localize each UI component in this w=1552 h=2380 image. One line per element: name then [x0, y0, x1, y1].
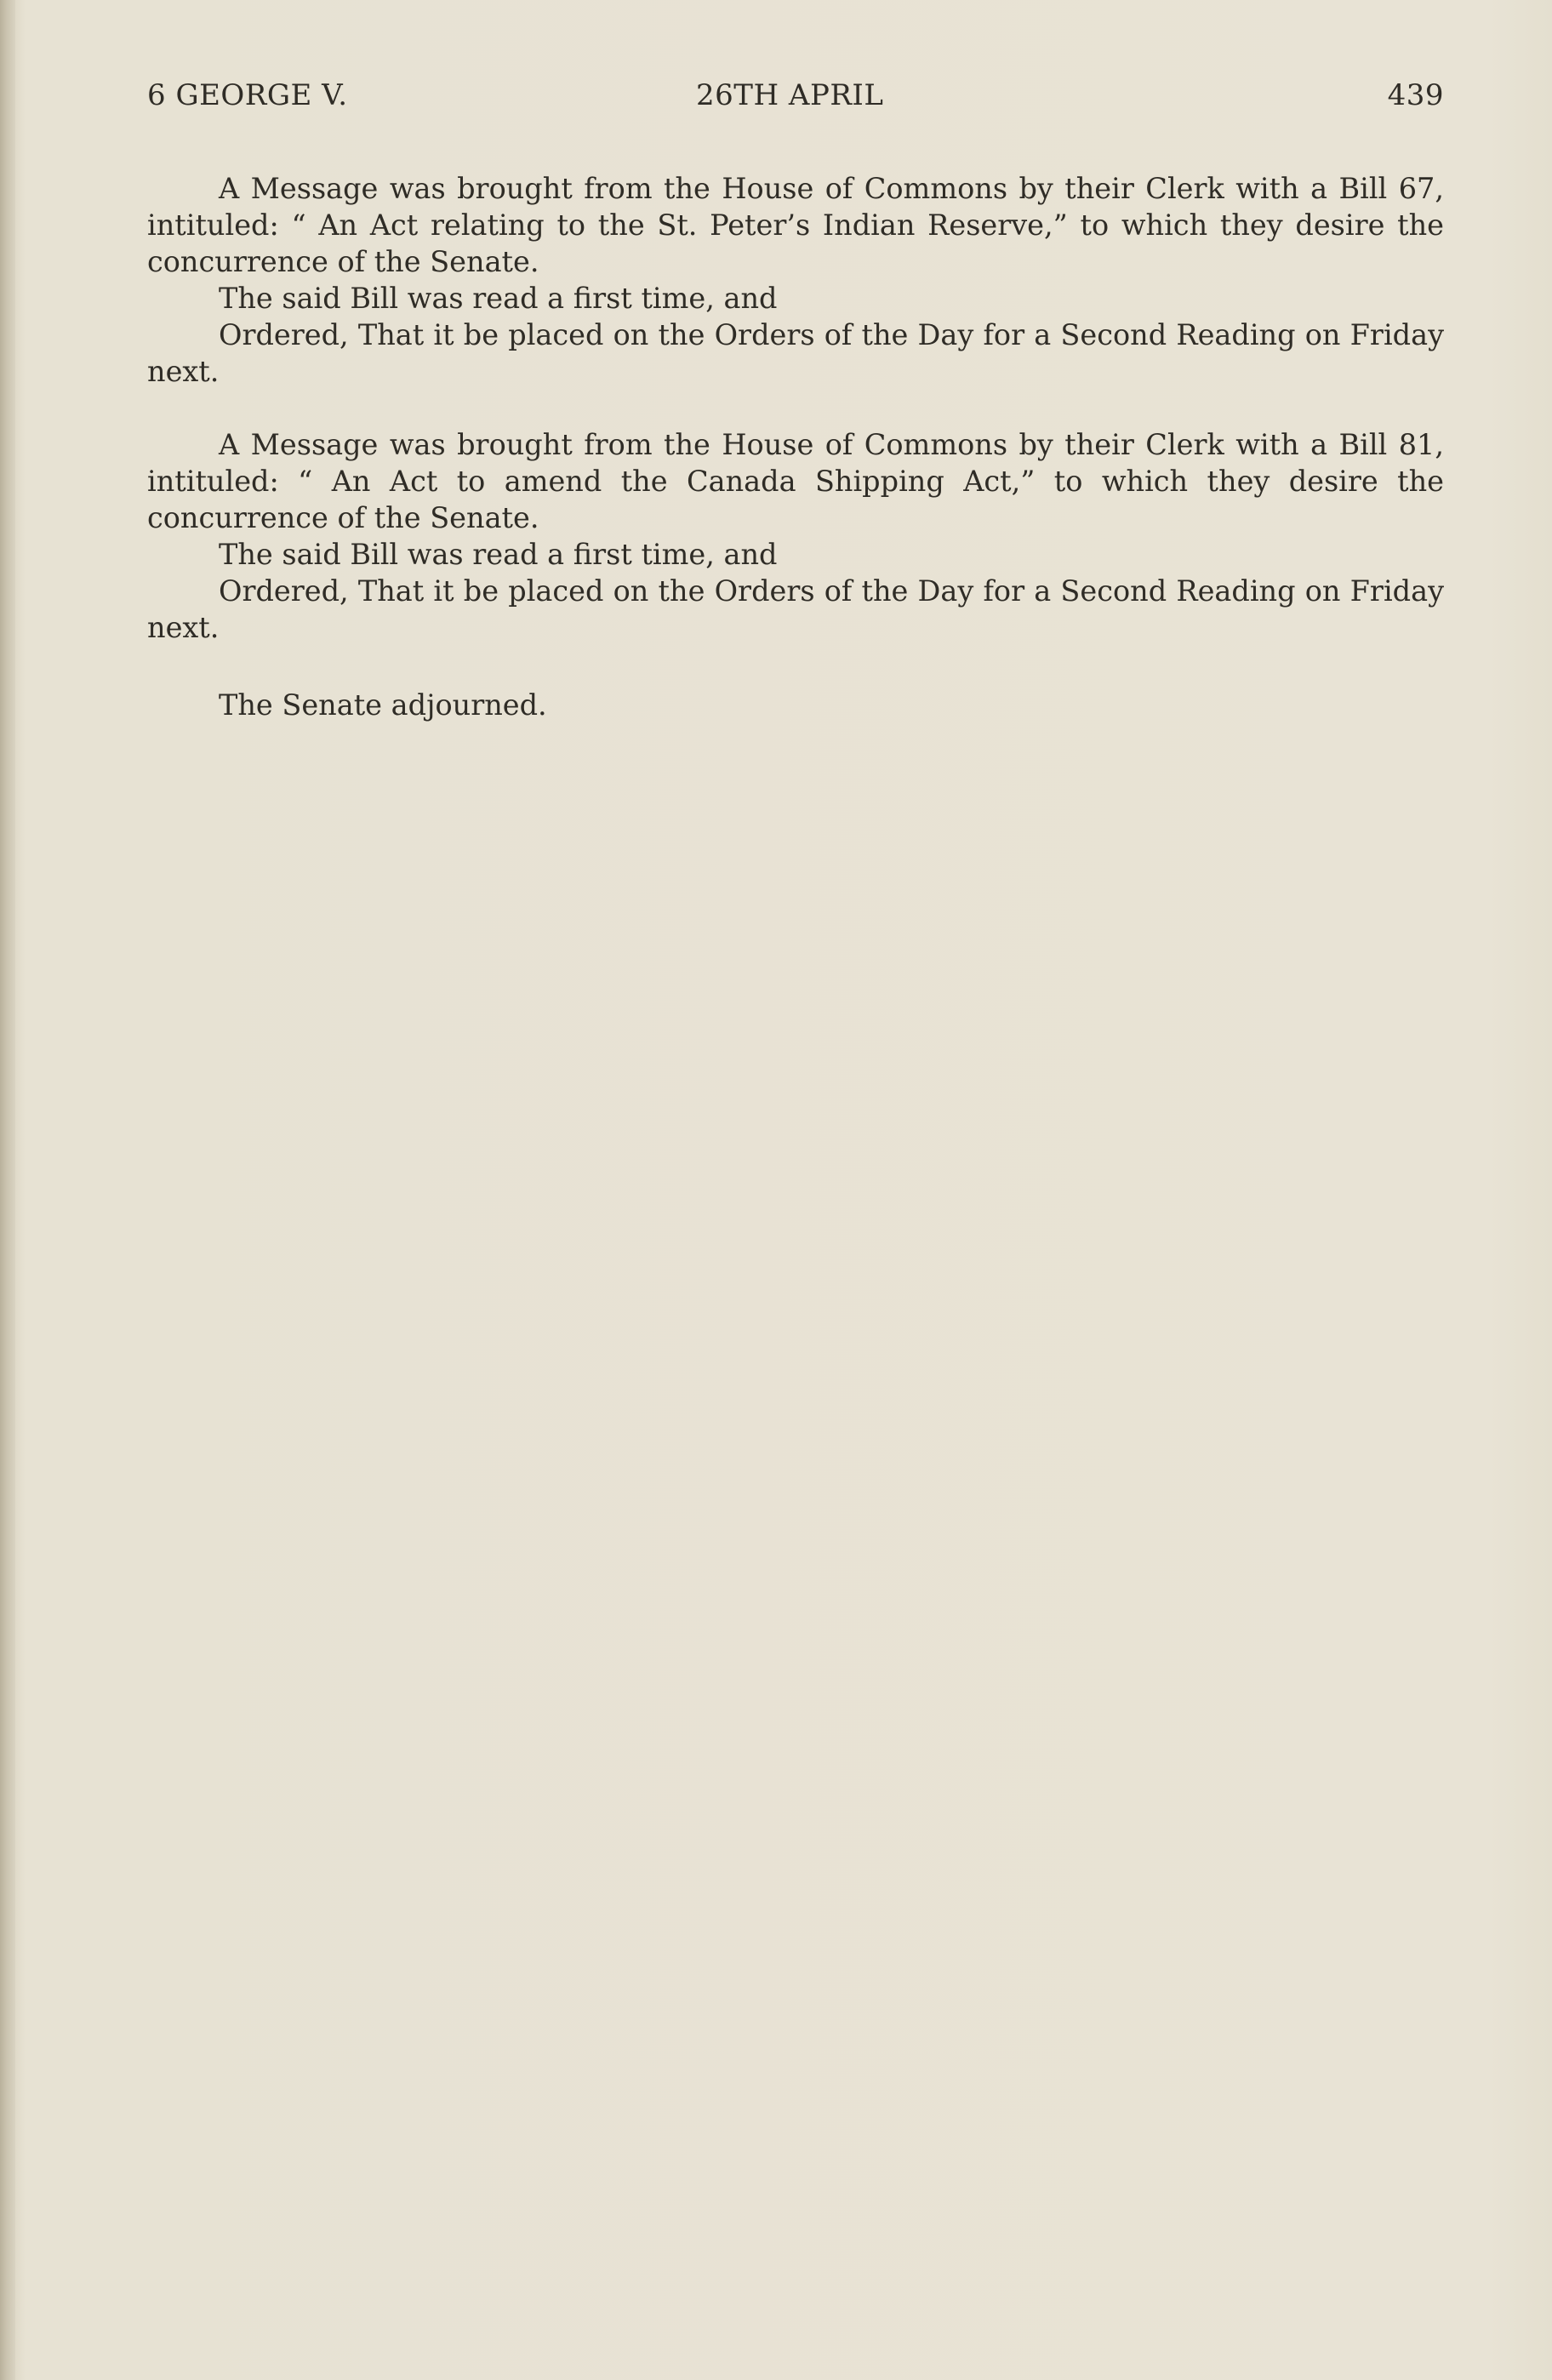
ordered-paragraph: Ordered, That it be placed on the Orders of the Day for a Second Reading on Friday next.	[147, 574, 1444, 644]
message-entry-bill-81	[147, 426, 1444, 646]
message-entry-bill-67	[147, 170, 1444, 390]
ordered-paragraph: Ordered, That it be placed on the Orders of the Day for a Second Reading on Friday next.	[147, 318, 1444, 388]
message-paragraph: A Message was brought from the House of Commons by their Clerk with a Bill 67, intituled: “ An Act relating to the St. Peter’s Indian Reserve,” to which they desire the concurrence of the Senate.	[147, 172, 1444, 278]
first-reading-paragraph: The said Bill was read a first time, and	[219, 538, 778, 571]
message-paragraph: A Message was brought from the House of Commons by their Clerk with a Bill 81, intituled: “ An Act to amend the Canada Shipping Act,” to which they desire the concurrence of the Senate.	[147, 428, 1444, 534]
header-date: 26TH APRIL	[696, 78, 884, 112]
first-reading-paragraph: The said Bill was read a first time, and	[219, 282, 778, 315]
page-number: 439	[1387, 78, 1444, 112]
header-regnal-year: 6 GEORGE V.	[147, 78, 348, 112]
journal-content	[147, 170, 1444, 723]
page-binding-edge	[0, 0, 15, 2380]
adjournment-paragraph: The Senate adjourned.	[219, 688, 547, 722]
running-header	[147, 78, 1444, 121]
